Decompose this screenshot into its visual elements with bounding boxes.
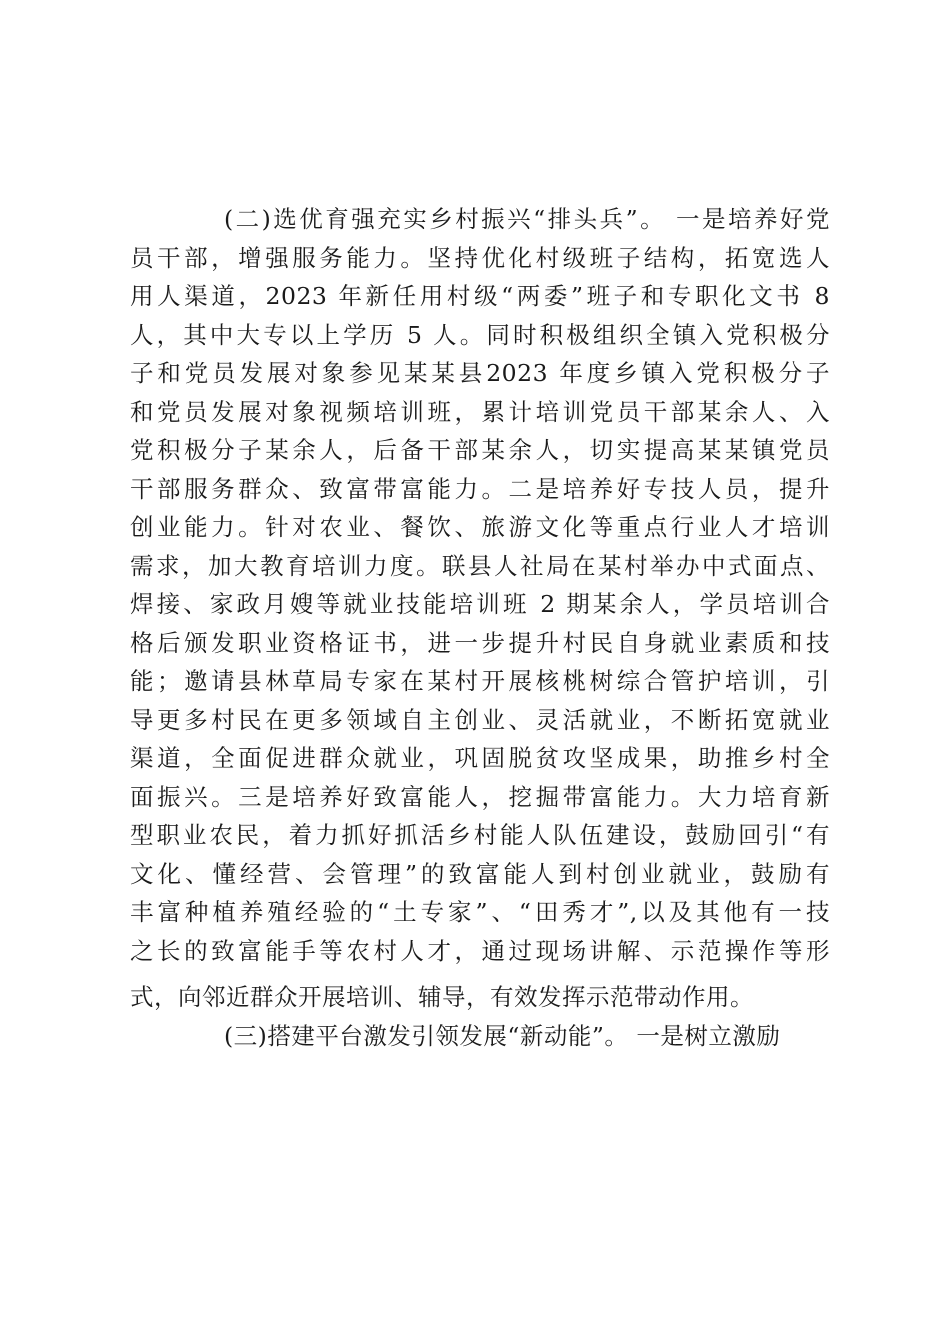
text-line: 人，其中大专以上学历 5 人。同时积极组织全镇入党积极分: [130, 320, 830, 349]
text-line: 渠道，全面促进群众就业，巩固脱贫攻坚成果，助推乡村全: [130, 744, 830, 772]
text-line: 需求，加大教育培训力度。联县人社局在某村举办中式面点、: [130, 551, 830, 580]
paragraph-heading-line: (三)搭建平台激发引领发展“新动能”。 一是树立激励: [224, 1021, 781, 1050]
text-line: 面振兴。三是培养好致富能人，挖掘带富能力。大力培育新: [130, 782, 830, 811]
paragraph-platform-building: [130, 1017, 830, 1056]
text-line: 式，向邻近群众开展培训、辅导，有效发挥示范带动作用。: [130, 983, 754, 1011]
text-line: 干部服务群众、致富带富能力。二是培养好专技人员，提升: [130, 474, 830, 503]
text-line: 党积极分子某余人，后备干部某余人，切实提高某某镇党员: [130, 436, 830, 464]
text-line: 之长的致富能手等农村人才，通过现场讲解、示范操作等形: [130, 936, 830, 965]
text-line: 文化、懂经营、会管理”的致富能人到村创业就业，鼓励有: [130, 859, 830, 888]
paragraph-talent-cultivation: [130, 200, 830, 1017]
text-line: 格后颁发职业资格证书，进一步提升村民自身就业素质和技: [130, 628, 830, 657]
text-line: 和党员发展对象视频培训班，累计培训党员干部某余人、入: [130, 397, 830, 426]
text-line: 丰富种植养殖经验的“土专家”、“田秀才”,以及其他有一技: [130, 898, 830, 926]
text-line: 能；邀请县林草局专家在某村开展核桃树综合管护培训，引: [130, 667, 830, 695]
body-text: [130, 200, 830, 1055]
paragraph-heading-line: (二)选优育强充实乡村振兴“排头兵”。 一是培养好党: [224, 205, 830, 233]
text-line: 型职业农民，着力抓好抓活乡村能人队伍建设，鼓励回引“有: [130, 821, 830, 849]
text-line: 创业能力。针对农业、餐饮、旅游文化等重点行业人才培训: [130, 513, 830, 541]
text-line: 子和党员发展对象参见某某县2023 年度乡镇入党积极分子: [130, 359, 830, 387]
text-line: 导更多村民在更多领域自主创业、灵活就业，不断拓宽就业: [130, 705, 830, 734]
text-line: 焊接、家政月嫂等就业技能培训班 2 期某余人，学员培训合: [130, 590, 830, 618]
text-line: 员干部，增强服务能力。坚持优化村级班子结构，拓宽选人: [130, 243, 830, 272]
text-line: 用人渠道，2023 年新任用村级“两委”班子和专职化文书 8: [130, 282, 830, 310]
